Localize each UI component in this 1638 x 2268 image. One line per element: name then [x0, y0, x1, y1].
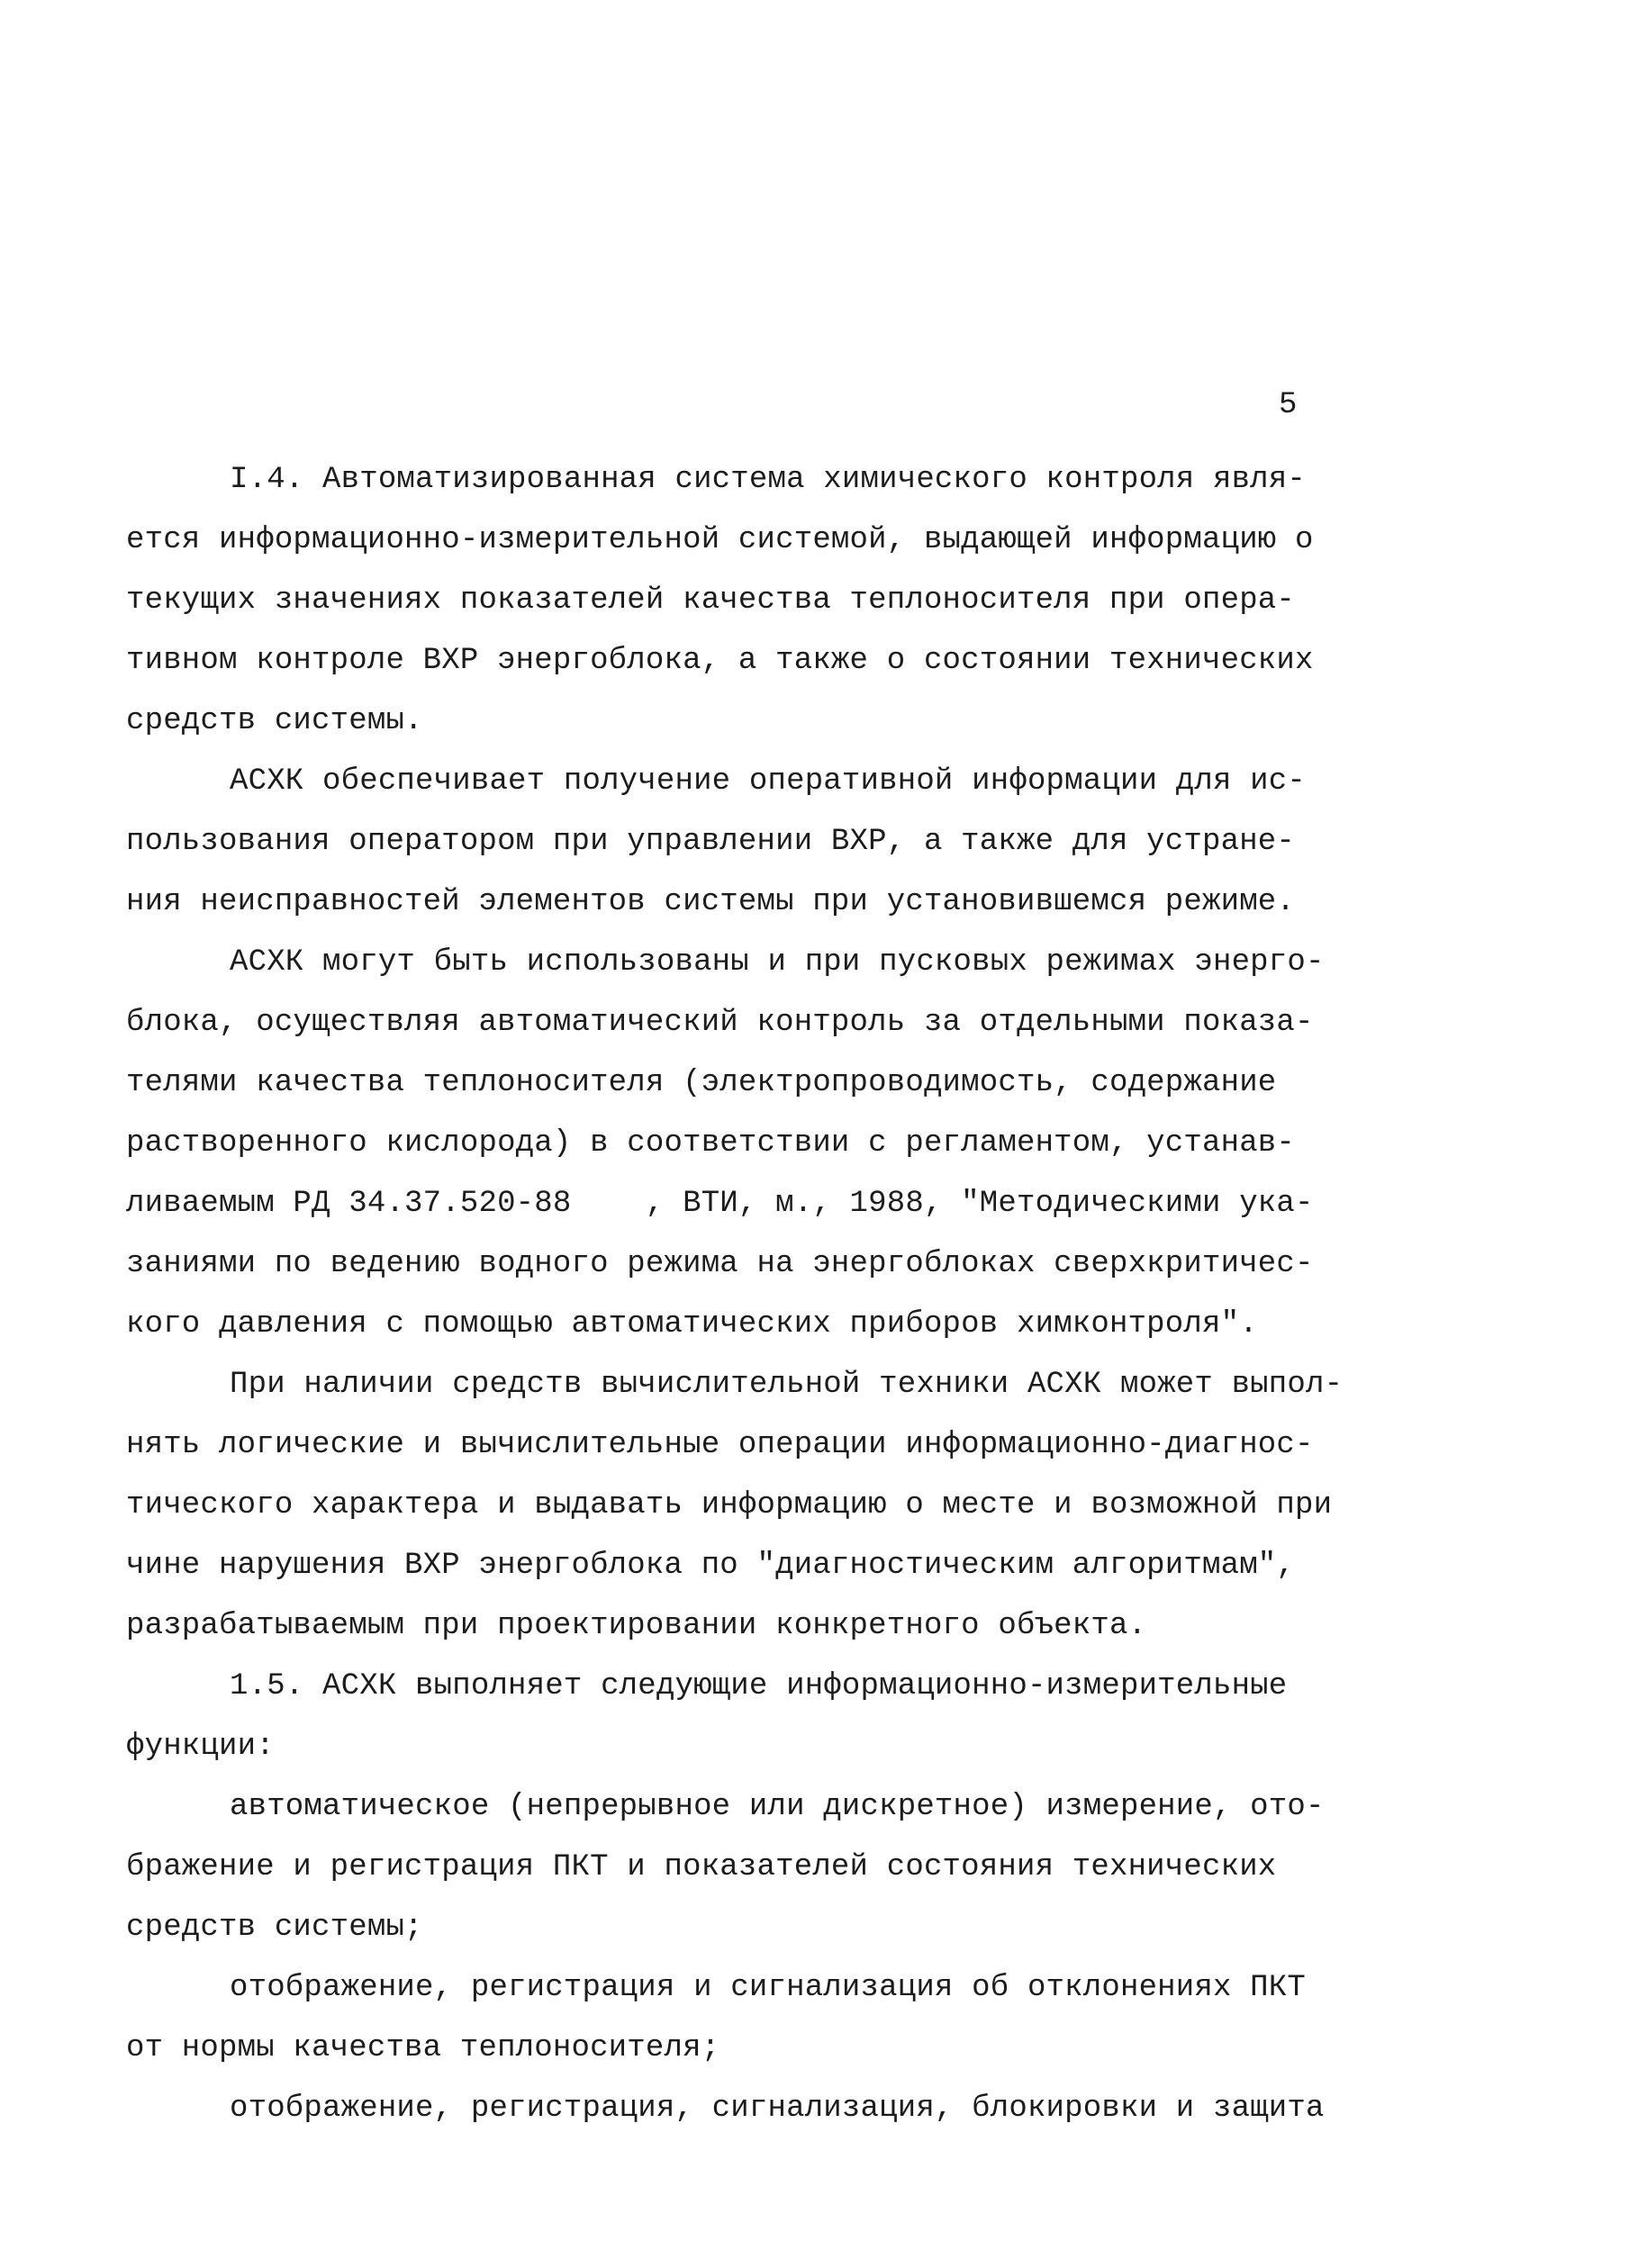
text-line: I.4. Автоматизированная система химического контроля явля- — [230, 463, 1306, 497]
text-line: средств системы. — [126, 704, 423, 738]
text-line: автоматическое (непрерывное или дискретное) измерение, ото- — [230, 1790, 1325, 1824]
text-line: 1.5. АСХК выполняет следующие информационно-измерительные — [230, 1669, 1288, 1703]
page-number: 5 — [1279, 388, 1298, 422]
text-line: растворенного кислорода) в соответствии с регламентом, устанав- — [126, 1126, 1296, 1161]
text-line: функции: — [126, 1730, 275, 1764]
text-line: разрабатываемым при проектировании конкретного объекта. — [126, 1609, 1147, 1643]
text-line: от нормы качества теплоносителя; — [126, 2031, 720, 2065]
text-line: чине нарушения ВХР энергоблока по "диагностическим алгоритмам", — [126, 1549, 1296, 1583]
text-line: При наличии средств вычислительной техники АСХК может выпол- — [230, 1368, 1344, 1402]
text-line: кого давления с помощью автоматических приборов химконтроля". — [126, 1307, 1258, 1342]
text-line: пользования оператором при управлении ВХР, а также для устране- — [126, 825, 1296, 859]
text-line: телями качества теплоносителя (электропроводимость, содержание — [126, 1066, 1277, 1100]
text-line: тивном контроле ВХР энергоблока, а также о состоянии технических — [126, 644, 1314, 678]
text-line: нять логические и вычислительные операции информационно-диагнос- — [126, 1428, 1314, 1462]
text-line: ется информационно-измерительной системой, выдающей информацию о — [126, 523, 1314, 557]
text-line: АСХК могут быть использованы и при пусковых режимах энерго- — [230, 945, 1325, 980]
text-line: бражение и регистрация ПКТ и показателей состояния технических — [126, 1850, 1277, 1884]
text-line: тического характера и выдавать информацию о месте и возможной при — [126, 1488, 1333, 1523]
text-line: блока, осуществляя автоматический контроль за отдельными показа- — [126, 1006, 1314, 1040]
text-line: ния неисправностей элементов системы при установившемся режиме. — [126, 885, 1296, 919]
text-line: заниями по ведению водного режима на энергоблоках сверхкритичес- — [126, 1247, 1314, 1281]
text-line: средств системы; — [126, 1911, 423, 1945]
text-line: ливаемым РД 34.37.520-88 , ВТИ, м., 1988, "Методическими ука- — [126, 1187, 1314, 1221]
text-line: отображение, регистрация, сигнализация, блокировки и защита — [230, 2092, 1325, 2126]
text-line: отображение, регистрация и сигнализация об отклонениях ПКТ — [230, 1971, 1306, 2005]
text-line: АСХК обеспечивает получение оперативной информации для ис- — [230, 764, 1306, 799]
text-line: текущих значениях показателей качества теплоносителя при опера- — [126, 583, 1296, 618]
